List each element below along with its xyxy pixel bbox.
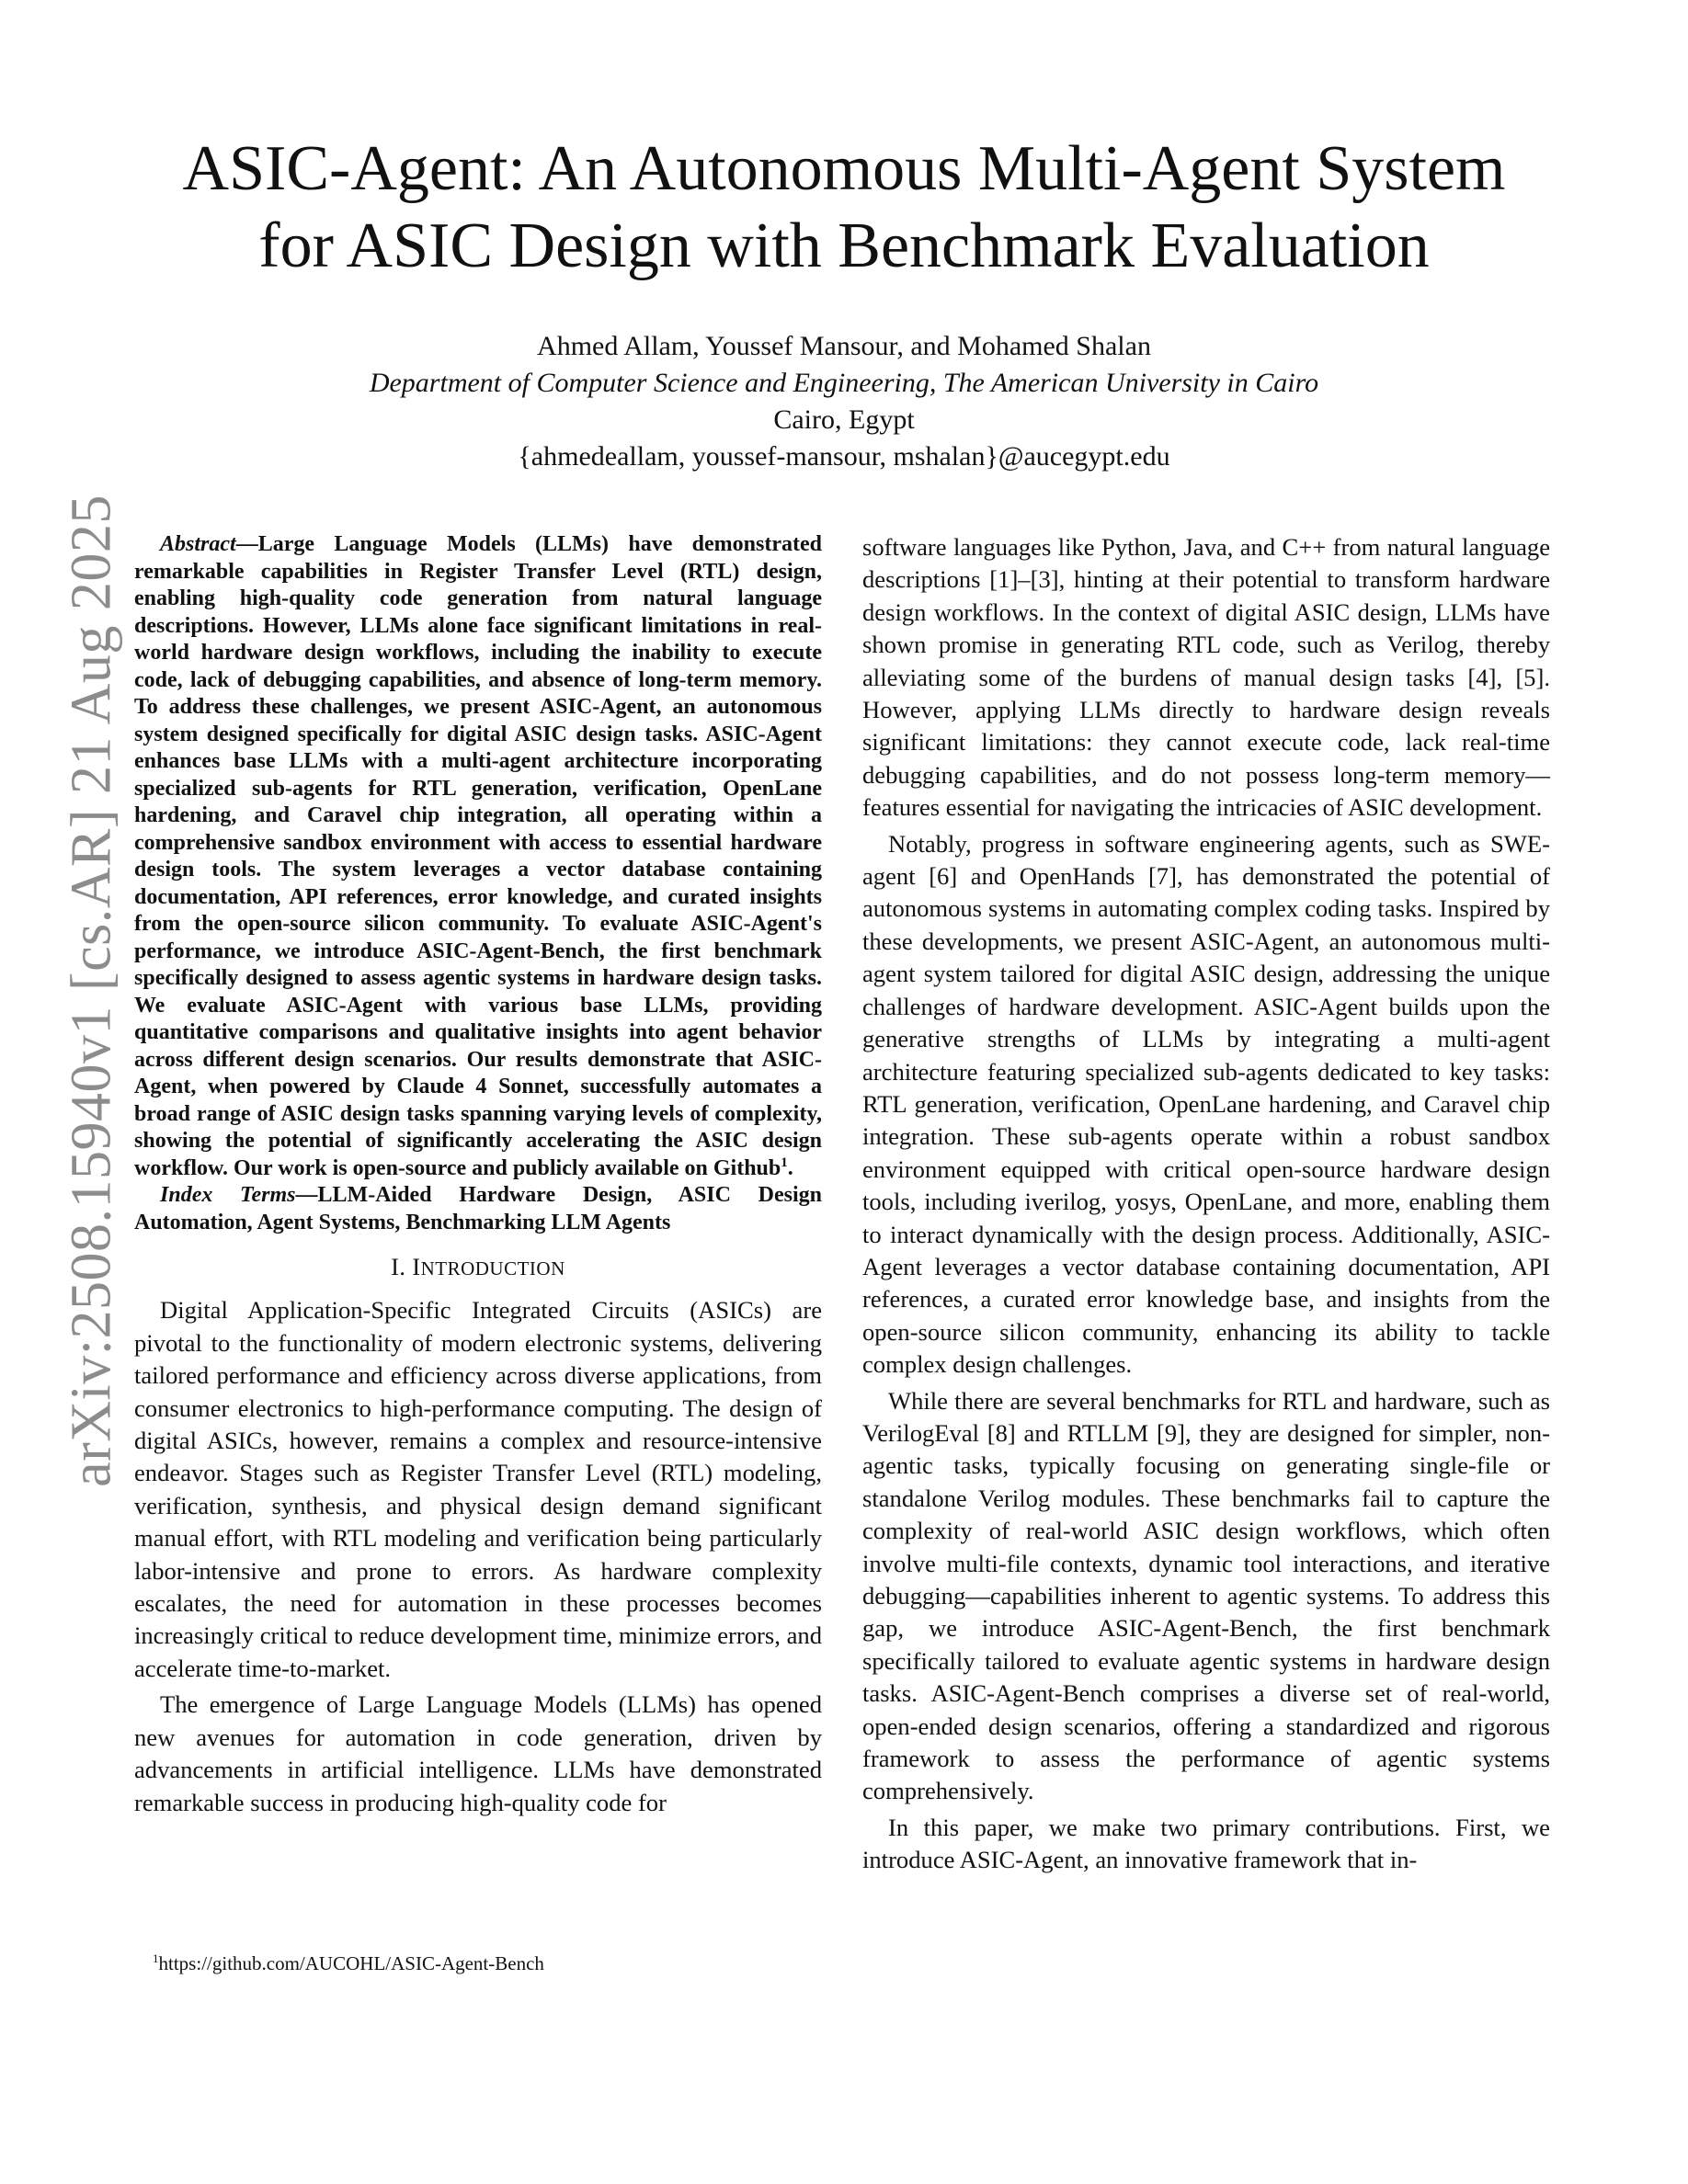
abstract-label: Abstract [160,532,236,556]
index-terms-label: Index Terms [160,1183,296,1207]
author-location: Cairo, Egypt [773,404,915,435]
footnote [153,1951,544,1976]
index-terms-text: —LLM-Aided Hardware Design, ASIC Design Automation, Agent Systems, Benchmarking LLM Agents [134,1183,823,1234]
abstract-end: . [787,1155,793,1180]
section-number: I. [391,1254,406,1280]
author-names: Ahmed Allam, Youssef Mansour, and Mohamed Shalan [537,331,1151,361]
author-affiliation: Department of Computer Science and Engineering, The American University in Cairo [369,368,1319,398]
index-terms [134,1182,822,1236]
abstract [134,531,822,1182]
footnote-url: https://github.com/AUCOHL/ASIC-Agent-Bench [158,1952,544,1974]
intro-paragraph-2-continued: software languages like Python, Java, and C++ from natural language descriptions [1]–[3], hinting at their potential to transform hardware design workflows. In the context of digital ASIC design, LLMs have shown promise in generating RTL code, such as Verilog, thereby alleviating some of the burdens of manual design tasks [4], [5]. However, applying LLMs directly to hardware design reveals significant limitations: they cannot execute code, lack real-time debugging capabilities, and do not possess long-term memory—features essential for navigating the intricacies of ASIC development. [862,533,1550,822]
abstract-footnote-mark: 1 [781,1155,788,1170]
intro-paragraph-3: Notably, progress in software engineering agents, such as SWE-agent [6] and OpenHands [7], has demonstrated the potential of autonomous systems in automating complex coding tasks. Inspired by these developments, we present ASIC-Agent, an autonomous multi-agent system tailored for digital ASIC design, addressing the unique challenges of hardware development. ASIC-Agent builds upon the generative strengths of LLMs by integrating a multi-agent architecture featuring specialized sub-agents dedicated to key tasks: RTL generation, verification, OpenLane hardening, and Caravel chip integration. These sub-agents operate within a robust sandbox environment equipped with critical open-source hardware design tools, including iverilog, yosys, OpenLane, and more, enabling them to interact dynamically with the design process. Additionally, ASIC-Agent leverages a vector database containing documentation, API references, a curated error knowledge base, and insights from the open-source silicon community, enhancing its ability to tackle complex design challenges. [862,829,1550,1379]
paper-title-line-2: for ASIC Design with Benchmark Evaluation [258,210,1430,281]
intro-paragraph-4: While there are several benchmarks for RTL and hardware, such as VerilogEval [8] and RTLLM [9], they are designed for simpler, non-agentic tasks, typically focusing on generating single-file or standalone Verilog modules. These benchmarks fail to capture the complexity of real-world ASIC design workflows, which often involve multi-file contexts, dynamic tool interactions, and iterative debugging—capabilities inherent to agentic systems. To address this gap, we introduce ASIC-Agent-Bench, the first benchmark specifically tailored to evaluate agentic systems in hardware design tasks. ASIC-Agent-Bench comprises a diverse set of real-world, open-ended design scenarios, offering a standardized and rigorous framework to assess the performance of agentic systems comprehensively. [862,1386,1550,1805]
intro-paragraph-5: In this paper, we make two primary contributions. First, we introduce ASIC-Agent, an innovative framework that in- [862,1813,1550,1874]
paper-title [129,131,1559,285]
right-column [862,531,1550,1877]
abstract-text: —Large Language Models (LLMs) have demonstrated remarkable capabilities in Register Transfer Level (RTL) design, enabling high-quality code generation from natural language descriptions. However, LLMs alone face significant limitations in real-world hardware design workflows, including the inability to execute code, lack of debugging capabilities, and absence of long-term memory. To address these challenges, we present ASIC-Agent, an autonomous system designed specifically for digital ASIC design tasks. ASIC-Agent enhances base LLMs with a multi-agent architecture incorporating specialized sub-agents for RTL generation, verification, OpenLane hardening, and Caravel chip integration, all operating within a comprehensive sandbox environment with access to essential hardware design tools. The system leverages a vector database containing documentation, API references, error knowledge, and curated insights from the open-source silicon community. To evaluate ASIC-Agent's performance, we introduce ASIC-Agent-Bench, the first benchmark specifically designed to assess agentic systems in hardware design tasks. We evaluate ASIC-Agent with various base LLMs, providing quantitative comparisons and qualitative insights into agent behavior across different design scenarios. Our results demonstrate that ASIC-Agent, when powered by Claude 4 Sonnet, successfully automates a broad range of ASIC design tasks spanning varying levels of complexity, showing the potential of significantly accelerating the ASIC design workflow. Our work is open-source and publicly available on Github [134,532,822,1180]
paper-title-line-1: ASIC-Agent: An Autonomous Multi-Agent System [182,133,1506,204]
arxiv-identifier-stamp: arXiv:2508.15940v1 [cs.AR] 21 Aug 2025 [60,495,123,1487]
footnote-mark: 1 [153,1951,159,1965]
intro-paragraph-2: The emergence of Large Language Models (LLMs) has opened new avenues for automation in code generation, driven by advancements in artificial intelligence. LLMs have demonstrated remarkable success in producing high-quality code for [134,1690,822,1816]
author-emails: {ahmedeallam, youssef-mansour, mshalan}@aucegypt.edu [518,441,1170,472]
intro-paragraph-1: Digital Application-Specific Integrated Circuits (ASICs) are pivotal to the functionality of modern electronic systems, delivering tailored performance and efficiency across diverse applications, from consumer electronics to high-performance computing. The design of digital ASICs, however, remains a complex and resource-intensive endeavor. Stages such as Register Transfer Level (RTL) modeling, verification, synthesis, and physical design demand significant manual effort, with RTL modeling and verification being particularly labor-intensive and prone to errors. As hardware complexity escalates, the need for automation in these processes becomes increasingly critical to reduce development time, minimize errors, and accelerate time-to-market. [134,1296,822,1682]
section-title-rest: NTRODUCTION [420,1257,565,1280]
section-heading-introduction [134,1251,822,1285]
author-block [129,328,1559,475]
section-title-initial: I [412,1254,421,1280]
left-column [134,531,822,1819]
